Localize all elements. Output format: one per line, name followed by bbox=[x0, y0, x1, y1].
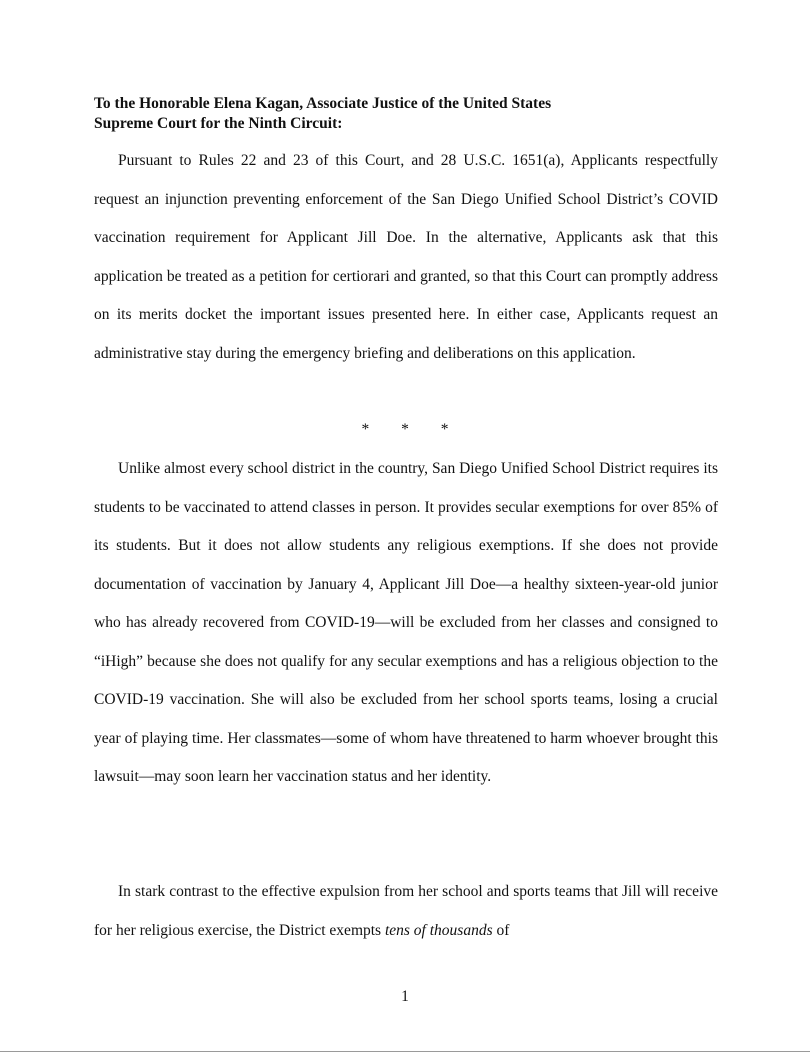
paragraph-3-tail: of bbox=[492, 921, 510, 939]
heading-line-2: Supreme Court for the Ninth Circuit: bbox=[94, 115, 343, 132]
paragraph-1: Pursuant to Rules 22 and 23 of this Court, and 28 U.S.C. 1651(a), Applicants respectfully request an injunction preventing enforcement of the San Diego Unified School District’s COVID vaccination requirement for Applicant Jill Doe. In the alternative, Applicants ask that this application be treated as a petition for certiorari and granted, so that this Court can promptly address on its merits docket the important issues presented here. In either case, Applicants request an administrative stay during the emergency briefing and deliberations on this application. bbox=[94, 152, 718, 362]
document-heading bbox=[94, 94, 734, 134]
heading-line-1: To the Honorable Elena Kagan, Associate Justice of the United States bbox=[94, 95, 552, 112]
paragraph-2: Unlike almost every school district in the country, San Diego Unified School District requires its students to be vaccinated to attend classes in person. It provides secular exemptions for over 85% of its students. But it does not allow students any religious exemptions. If she does not provide documentation of vaccination by January 4, Applicant Jill Doe—a healthy sixteen-year-old junior who has already recovered from COVID-19—will be excluded from her classes and consigned to “iHigh” because she does not qualify for any secular exemptions and has a religious objection to the COVID-19 vaccination. She will also be excluded from her school sports teams, losing a crucial year of playing time. Her classmates—some of whom have threatened to harm whoever brought this lawsuit—may soon learn her vaccination status and her identity. bbox=[94, 460, 718, 785]
paragraph-3-emphasis: tens of thousands bbox=[384, 921, 493, 939]
page-bottom-border bbox=[0, 1051, 810, 1052]
paragraph-3-text: In stark contrast to the effective expulsion from her school and sports teams that Jill will receive for her religious exercise, the District exempts bbox=[94, 883, 718, 939]
paragraph-3 bbox=[94, 873, 718, 950]
page-number: 1 bbox=[401, 988, 409, 1005]
section-separator: * * * bbox=[361, 421, 463, 438]
